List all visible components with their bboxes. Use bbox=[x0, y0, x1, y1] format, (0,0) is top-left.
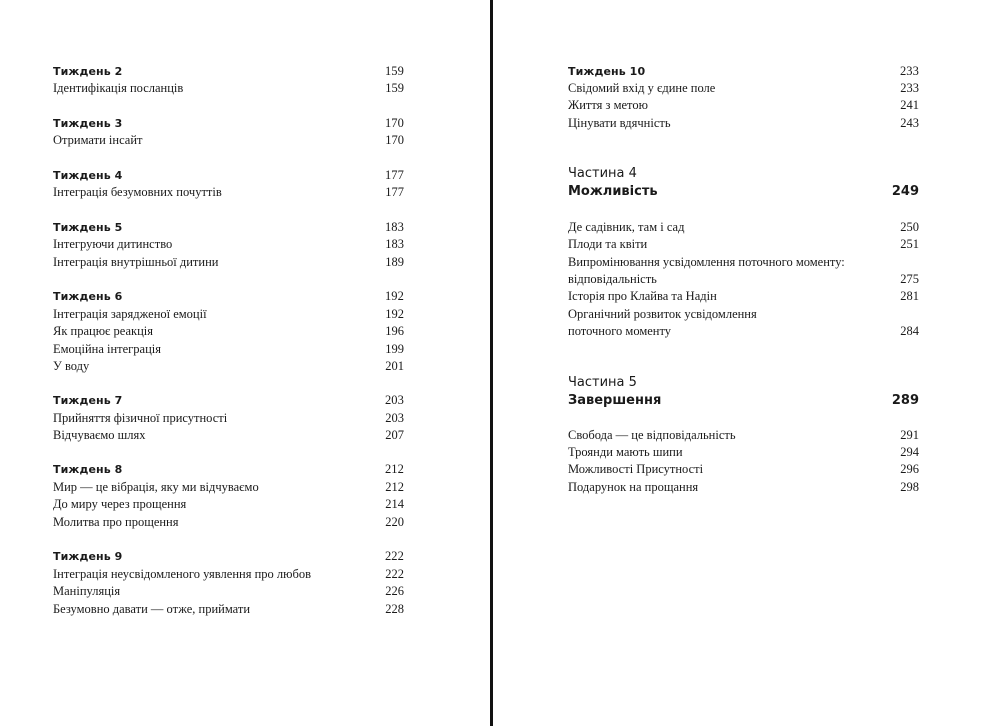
toc-page-number: 159 bbox=[384, 64, 404, 78]
toc-entry bbox=[568, 480, 919, 495]
toc-entry bbox=[53, 515, 404, 530]
toc-part-heading bbox=[568, 375, 919, 390]
toc-page-number: 243 bbox=[900, 116, 919, 130]
toc-page-number: 159 bbox=[385, 81, 404, 95]
toc-entry bbox=[568, 116, 919, 131]
toc-entry bbox=[568, 98, 919, 113]
toc-entry bbox=[53, 307, 404, 322]
toc-part-heading bbox=[568, 393, 919, 408]
toc-entry bbox=[568, 307, 919, 322]
toc-entry bbox=[568, 272, 919, 287]
toc-week-heading bbox=[568, 64, 919, 79]
toc-part-heading bbox=[568, 184, 919, 199]
toc-week-heading bbox=[53, 64, 404, 79]
toc-title: Троянди мають шипи bbox=[568, 445, 683, 459]
toc-entry bbox=[53, 411, 404, 426]
toc-title: Завершення bbox=[568, 393, 662, 408]
toc-entry bbox=[568, 237, 919, 252]
toc-title: Тиждень 4 bbox=[53, 169, 123, 182]
toc-title: Тиждень 2 bbox=[53, 65, 123, 78]
toc-page-number: 220 bbox=[385, 515, 404, 529]
toc-title: Подарунок на прощання bbox=[568, 480, 699, 494]
toc-page-number: 183 bbox=[384, 220, 404, 234]
toc-page-number: 250 bbox=[900, 220, 919, 234]
toc-title: Відчуваємо шлях bbox=[53, 428, 146, 442]
toc-title: Можливості Присутності bbox=[568, 462, 704, 476]
toc-entry bbox=[568, 220, 919, 235]
toc-page-number: 228 bbox=[385, 602, 404, 616]
toc-page-number: 189 bbox=[385, 255, 404, 269]
toc-title: Життя з метою bbox=[568, 98, 648, 112]
toc-title: До миру через прощення bbox=[53, 497, 187, 511]
toc-entry bbox=[53, 237, 404, 252]
toc-entry bbox=[53, 497, 404, 512]
toc-title: У воду bbox=[53, 359, 90, 373]
toc-entry bbox=[568, 462, 919, 477]
toc-page-number: 170 bbox=[384, 116, 404, 130]
page-divider bbox=[490, 0, 493, 726]
toc-entry bbox=[568, 81, 919, 96]
toc-entry bbox=[53, 584, 404, 599]
toc-page-number: 214 bbox=[385, 497, 404, 511]
toc-title: Інтеграція неусвідомленого уявлення про любов bbox=[53, 567, 311, 581]
toc-title: Як працює реакція bbox=[53, 324, 154, 338]
toc-week-heading bbox=[53, 393, 404, 408]
toc-page-number: 251 bbox=[900, 237, 919, 251]
toc-page-number: 196 bbox=[385, 324, 404, 338]
toc-title: Органічний розвиток усвідомлення bbox=[568, 307, 757, 321]
toc-week-heading bbox=[53, 462, 404, 477]
toc-entry bbox=[53, 133, 404, 148]
toc-entry bbox=[568, 255, 919, 270]
toc-page-number: 249 bbox=[891, 184, 919, 199]
toc-page-number: 177 bbox=[384, 168, 404, 182]
toc-entry bbox=[568, 445, 919, 460]
toc-entry bbox=[53, 185, 404, 200]
toc-title: Інтеграція зарядженої емоції bbox=[53, 307, 207, 321]
toc-entry bbox=[53, 255, 404, 270]
toc-page-number: 294 bbox=[900, 445, 919, 459]
toc-week-heading bbox=[53, 220, 404, 235]
toc-title: Тиждень 6 bbox=[53, 290, 123, 303]
toc-title: Інтеграція внутрішньої дитини bbox=[53, 255, 219, 269]
toc-title: Інтегруючи дитинство bbox=[53, 237, 173, 251]
toc-title: Тиждень 7 bbox=[53, 394, 123, 407]
toc-title: Прийняття фізичної присутності bbox=[53, 411, 228, 425]
toc-page-number: 241 bbox=[900, 98, 919, 112]
toc-page-number: 291 bbox=[900, 428, 919, 442]
toc-page-number: 281 bbox=[900, 289, 919, 303]
toc-title: поточного моменту bbox=[568, 324, 672, 338]
toc-entry bbox=[568, 289, 919, 304]
toc-title: Емоційна інтеграція bbox=[53, 342, 162, 356]
toc-page-number: 284 bbox=[900, 324, 919, 338]
toc-page-number: 298 bbox=[900, 480, 919, 494]
toc-page-number: 203 bbox=[384, 393, 404, 407]
toc-page-number: 233 bbox=[899, 64, 919, 78]
toc-page-number: 222 bbox=[385, 567, 404, 581]
toc-title: Плоди та квіти bbox=[568, 237, 648, 251]
toc-page-number: 212 bbox=[384, 462, 404, 476]
toc-page-number: 203 bbox=[385, 411, 404, 425]
toc-title: Маніпуляція bbox=[53, 584, 121, 598]
toc-page-number: 177 bbox=[385, 185, 404, 199]
toc-entry bbox=[568, 324, 919, 339]
toc-entry bbox=[53, 567, 404, 582]
toc-page-number: 289 bbox=[891, 393, 919, 408]
toc-title: Безумовно давати — отже, приймати bbox=[53, 602, 251, 616]
toc-title: Тиждень 5 bbox=[53, 221, 123, 234]
toc-title: Де садівник, там і сад bbox=[568, 220, 685, 234]
toc-title: Отримати інсайт bbox=[53, 133, 143, 147]
toc-entry bbox=[53, 324, 404, 339]
toc-title: Мир — це вібрація, яку ми відчуваємо bbox=[53, 480, 259, 494]
toc-entry bbox=[53, 602, 404, 617]
toc-title: Свідомий вхід у єдине поле bbox=[568, 81, 716, 95]
toc-title: Цінувати вдячність bbox=[568, 116, 671, 130]
toc-entry bbox=[53, 480, 404, 495]
toc-week-heading bbox=[53, 168, 404, 183]
toc-page-number: 275 bbox=[900, 272, 919, 286]
toc-page-number: 212 bbox=[385, 480, 404, 494]
toc-entry bbox=[53, 81, 404, 96]
toc-title: Ідентифікація посланців bbox=[53, 81, 184, 95]
toc-page-number: 183 bbox=[385, 237, 404, 251]
toc-title: відповідальність bbox=[568, 272, 657, 286]
toc-week-heading bbox=[53, 116, 404, 131]
toc-page-number: 226 bbox=[385, 584, 404, 598]
toc-week-heading bbox=[53, 289, 404, 304]
toc-page-number: 201 bbox=[385, 359, 404, 373]
toc-page-number: 199 bbox=[385, 342, 404, 356]
toc-title: Частина 4 bbox=[568, 166, 637, 181]
toc-entry bbox=[53, 359, 404, 374]
toc-title: Інтеграція безумовних почуттів bbox=[53, 185, 222, 199]
toc-title: Молитва про прощення bbox=[53, 515, 179, 529]
toc-page-number: 170 bbox=[385, 133, 404, 147]
toc-title: Історія про Клайва та Надін bbox=[568, 289, 717, 303]
toc-page-number: 222 bbox=[384, 549, 404, 563]
toc-page-number: 207 bbox=[385, 428, 404, 442]
toc-page-number: 192 bbox=[384, 289, 404, 303]
toc-entry bbox=[53, 342, 404, 357]
toc-title: Випромінювання усвідомлення поточного моменту: bbox=[568, 255, 845, 269]
toc-title: Тиждень 10 bbox=[568, 65, 646, 78]
toc-title: Тиждень 9 bbox=[53, 550, 123, 563]
toc-title: Тиждень 8 bbox=[53, 463, 123, 476]
toc-title: Свобода — це відповідальність bbox=[568, 428, 736, 442]
toc-week-heading bbox=[53, 549, 404, 564]
toc-part-heading bbox=[568, 166, 919, 181]
toc-page-number: 233 bbox=[900, 81, 919, 95]
toc-entry bbox=[568, 428, 919, 443]
toc-title: Можливість bbox=[568, 184, 658, 199]
toc-title: Частина 5 bbox=[568, 375, 637, 390]
toc-page-number: 296 bbox=[900, 462, 919, 476]
toc-page-number: 192 bbox=[385, 307, 404, 321]
toc-title: Тиждень 3 bbox=[53, 117, 123, 130]
toc-entry bbox=[53, 428, 404, 443]
